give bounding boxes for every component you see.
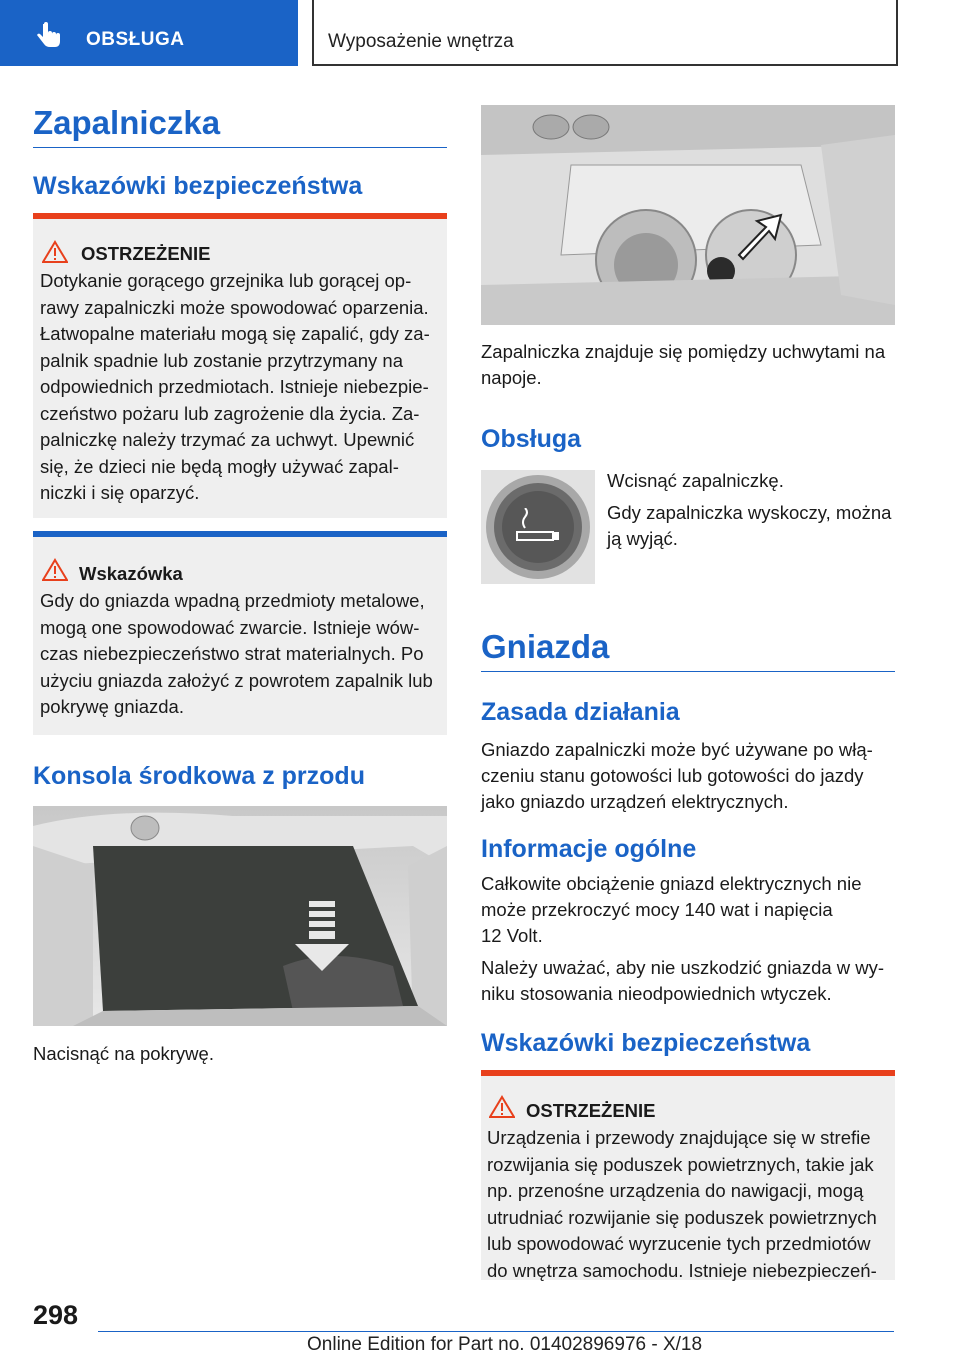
- cupholder-caption: [481, 339, 895, 391]
- text-line: Całkowite obciążenie gniazd elektrycznych nie: [481, 873, 862, 894]
- text-line: rawy zapalniczki może spowodować oparzenia.: [40, 296, 429, 318]
- page-title: Zapalniczka: [33, 104, 221, 141]
- text-line: się, że dzieci nie będą mogły używać zapal-: [40, 455, 399, 477]
- general-text-2: [481, 955, 895, 1007]
- text-line: czeństwo pożaru lub zagrożenie dla życia. Za-: [40, 402, 420, 424]
- text-line: rozwijania się poduszek powietrznych, takie jak: [487, 1153, 874, 1175]
- socket-warning-triangle-icon: [489, 1095, 515, 1119]
- general-text: [481, 871, 895, 949]
- text-line: Gniazdo zapalniczki może być używane po włą-: [481, 739, 873, 760]
- page-number: 298: [33, 1300, 79, 1330]
- text-line: pokrywę gniazda.: [40, 696, 184, 717]
- general-heading: Informacje ogólne: [481, 835, 697, 863]
- text-line: może przekroczyć mocy 140 wat i napięcia: [481, 899, 833, 920]
- warning-title: OSTRZEŻENIE: [81, 243, 211, 264]
- operation-step-3: ją wyjąć.: [607, 528, 678, 549]
- section-tab: [0, 0, 298, 66]
- text-line: odpowiednich przedmiotach. Istnieje niebezpie-: [40, 376, 429, 397]
- principle-heading: Zasada działania: [481, 698, 680, 726]
- text-line: 12 Volt.: [481, 925, 543, 946]
- text-line: Należy uważać, aby nie uszkodzić gniazda w wy-: [481, 957, 885, 978]
- chapter-header: [312, 0, 898, 66]
- console-caption: Nacisnąć na pokrywę.: [33, 1043, 214, 1064]
- notice-title: Wskazówka: [79, 563, 183, 584]
- warning-bar: [33, 213, 447, 219]
- socket-warning-title: OSTRZEŻENIE: [526, 1100, 656, 1121]
- hand-pointer-icon: [36, 22, 62, 48]
- cupholder-photo: [481, 105, 895, 325]
- text-line: napoje.: [481, 367, 542, 388]
- warning-triangle-icon: [42, 240, 68, 264]
- safety-heading: Wskazówki bezpieczeństwa: [33, 172, 363, 200]
- text-line: Gdy do gniazda wpadną przedmioty metalowe,: [40, 590, 425, 611]
- socket-warning-box: [481, 1070, 895, 1280]
- notice-box: [33, 531, 447, 735]
- text-line: Urządzenia i przewody znajdujące się w strefie: [487, 1127, 871, 1148]
- notice-bar: [33, 531, 447, 537]
- socket-warning-text: [487, 1125, 893, 1284]
- cigarette-icon: [511, 508, 565, 548]
- notice-triangle-icon: [42, 558, 68, 582]
- text-line: Zapalniczka znajduje się pomiędzy uchwytami na: [481, 341, 886, 362]
- text-line: lub spowodować wyrzucenie tych przedmiotów: [487, 1233, 871, 1254]
- console-heading: Konsola środkowa z przodu: [33, 762, 365, 790]
- text-line: mogą one spowodować zwarcie. Istnieje wów-: [40, 616, 420, 638]
- section-tab-label: OBSŁUGA: [86, 29, 185, 50]
- console-photo: [33, 806, 447, 1026]
- text-line: Łatwopalne materiału mogą się zapalić, gdy za-: [40, 323, 430, 344]
- text-line: Dotykanie gorącego grzejnika lub gorącej op-: [40, 270, 412, 291]
- text-line: jako gniazdo urządzeń elektrycznych.: [481, 791, 789, 812]
- socket-warning-bar: [481, 1070, 895, 1076]
- text-line: niczki i się oparzyć.: [40, 482, 200, 503]
- text-line: użyciu gniazda założyć z powrotem zapalnik lub: [40, 669, 433, 691]
- text-line: do wnętrza samochodu. Istnieje niebezpieczeń-: [487, 1259, 877, 1281]
- notice-text: [40, 588, 445, 721]
- operation-step-2: Gdy zapalniczka wyskoczy, można: [607, 502, 892, 523]
- text-line: czeniu stanu gotowości lub gotowości do jazdy: [481, 765, 864, 786]
- socket-title: Gniazda: [481, 628, 610, 665]
- principle-text: [481, 737, 895, 815]
- chapter-title: Wyposażenie wnętrza: [328, 31, 514, 52]
- title-rule: [33, 147, 447, 148]
- text-line: niku stosowania nieodpowiednich wtyczek.: [481, 983, 832, 1004]
- lighter-photo: [481, 470, 595, 584]
- text-line: palnik spadnie lub zostanie przytrzymany na: [40, 349, 403, 371]
- operation-step-1: Wcisnąć zapalniczkę.: [607, 470, 784, 491]
- socket-safety-heading: Wskazówki bezpieczeństwa: [481, 1029, 811, 1057]
- socket-title-rule: [481, 671, 895, 672]
- text-line: palniczkę należy trzymać za uchwyt. Upewnić: [40, 429, 415, 450]
- edition-note: Online Edition for Part no. 01402896976 - X/18: [307, 1334, 703, 1355]
- warning-text: [40, 268, 445, 507]
- footer-rule: [98, 1331, 894, 1332]
- text-line: np. przenośne urządzenia do nawigacji, mogą: [487, 1180, 864, 1201]
- warning-box: [33, 213, 447, 518]
- operation-heading: Obsługa: [481, 425, 582, 453]
- text-line: czas niebezpieczeństwo strat materialnych. Po: [40, 643, 424, 664]
- text-line: utrudniać rozwijanie się poduszek powietrznych: [487, 1206, 877, 1228]
